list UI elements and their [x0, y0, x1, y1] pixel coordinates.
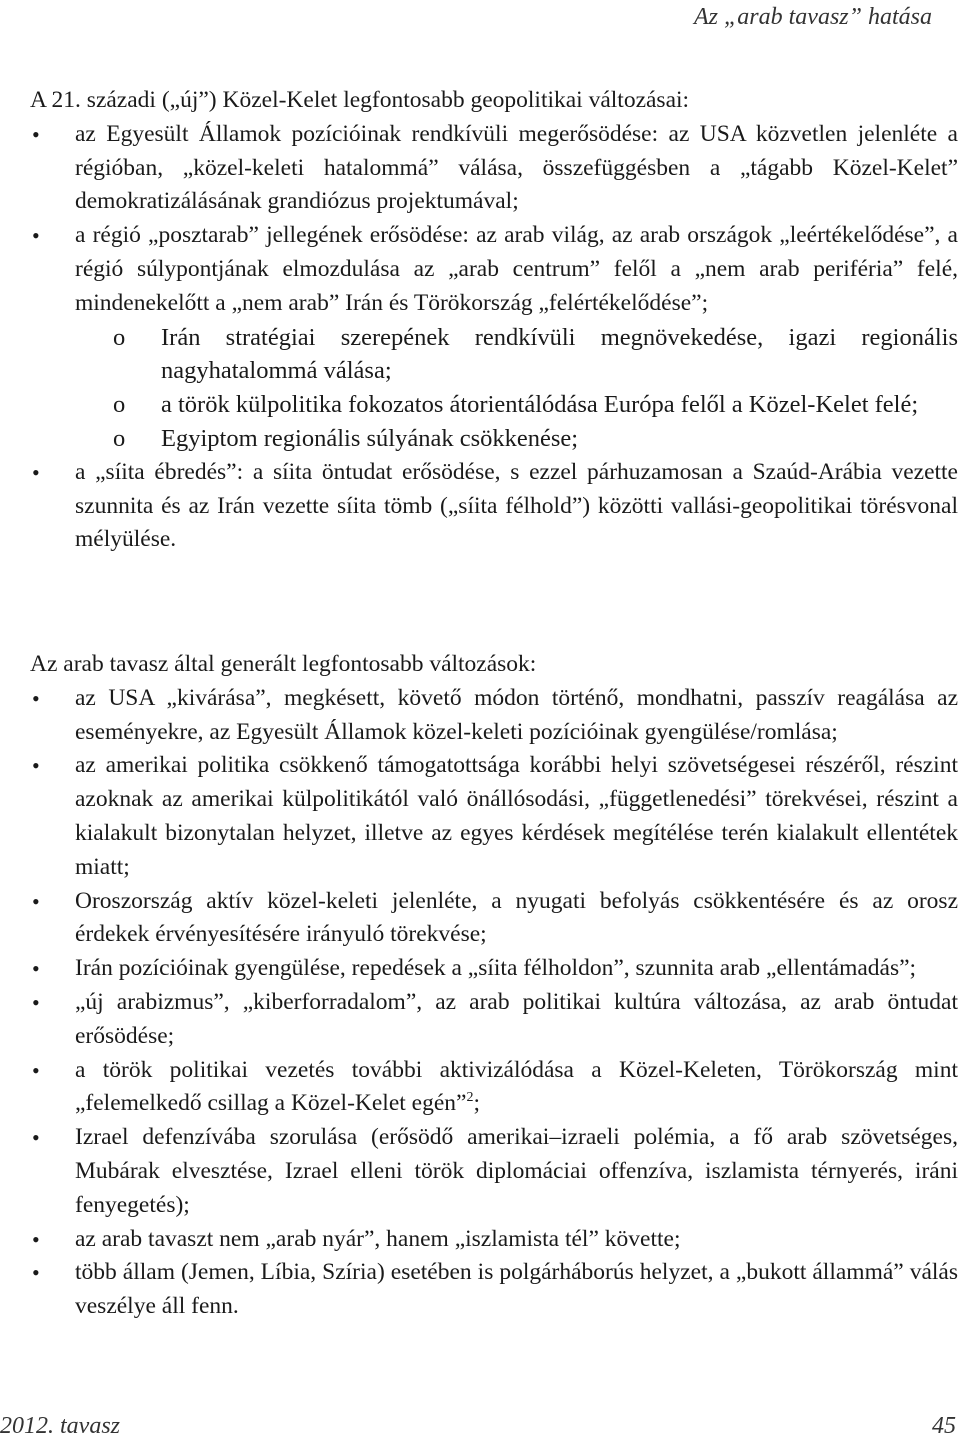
list-item: [30, 682, 958, 750]
list-item-text: Izrael defenzívába szorulása (erősödő amerikai–izraeli polémia, a fő arab szövetséges, Mubárak elvesztése, Izrael elleni török diplomáciai offenzíva, iszlamista térnyerés, iráni fenyegetés);: [75, 1124, 958, 1218]
sub-list-item: [75, 422, 958, 456]
list-item: [30, 219, 958, 456]
list-item-text: a régió „posztarab” jellegének erősödése: az arab világ, az arab országok „leértékelődése”, a régió súlypontjának elmozdulása az „arab centrum” felől a „nem arab periféria” felé, mindenekelőtt a „nem arab” Irán és Törökország „felértékelődése”;: [75, 222, 958, 316]
list-item-text: a „síita ébredés”: a síita öntudat erősödése, s ezzel párhuzamosan a Szaúd-Arábia vezette szunnita és az Irán vezette síita tömb („síita félhold”) közötti vallási-geopolitikai törésvonal mélyülése.: [75, 458, 958, 553]
list-item: [30, 952, 958, 986]
list-item-text: az amerikai politika csökkenő támogatottsága korábbi helyi szövetségesei részéről, részint azoknak az amerikai külpolitikától való önállósodási, „függetlenedési” törekvései, részint a kialakult bizonytalan helyzet, illetve az egyes kérdések megítélése terén kialakult ellentétek miatt;: [75, 752, 958, 880]
sub-list: [75, 321, 958, 456]
bullet-icon: •: [32, 223, 40, 249]
bullet-icon: •: [32, 989, 40, 1015]
bullet-list: [30, 682, 958, 1324]
bullet-icon: •: [32, 1057, 40, 1083]
list-item: [30, 118, 958, 219]
list-item-text: az arab tavaszt nem „arab nyár”, hanem „iszlamista tél” követte;: [75, 1225, 681, 1252]
circle-marker-icon: o: [113, 323, 126, 351]
list-item-text: az USA „kivárása”, megkésett, követő módon történő, mondhatni, passzív reagálása az eseményekre, az Egyesült Államok közel-keleti pozícióinak gyengülése/romlása;: [75, 684, 958, 745]
list-item: [30, 986, 958, 1054]
bullet-icon: •: [32, 753, 40, 779]
bullet-icon: •: [32, 1226, 40, 1252]
bullet-icon: •: [32, 459, 40, 485]
running-header: Az „arab tavasz” hatása: [693, 4, 932, 30]
list-item: [30, 885, 958, 953]
list-item: [30, 1054, 958, 1122]
bullet-icon: •: [32, 956, 40, 982]
list-item: [30, 456, 958, 557]
sub-list-item-text: a török külpolitika fokozatos átorientálódása Európa felől a Közel-Kelet felé;: [161, 391, 919, 419]
section-arab-spring-changes: [30, 648, 958, 1324]
section-geopolitical-changes: [30, 84, 958, 557]
list-item-text: több állam (Jemen, Líbia, Szíria) esetében is polgárháborús helyzet, a „bukott állammá” válás veszélye áll fenn.: [75, 1259, 958, 1320]
list-item-text: Irán pozícióinak gyengülése, repedések a „síita félholdon”, szunnita arab „ellentámadás”;: [75, 955, 917, 982]
list-item: [30, 749, 958, 884]
list-item-text: „új arabizmus”, „kiberforradalom”, az arab politikai kultúra változása, az arab öntudat erősödése;: [75, 988, 958, 1049]
list-item: [30, 1256, 958, 1324]
sub-list-item: [75, 388, 958, 422]
footnote-reference[interactable]: 2: [466, 1090, 474, 1106]
page-number: 45: [932, 1413, 956, 1439]
footer-issue: 2012. tavasz: [0, 1413, 120, 1439]
sub-list-item-text: Irán stratégiai szerepének rendkívüli megnövekedése, igazi regionális nagyhatalommá válása;: [161, 323, 958, 385]
sub-list-item: [75, 321, 958, 389]
bullet-icon: •: [32, 1260, 40, 1286]
bullet-icon: •: [32, 121, 40, 147]
list-item: [30, 1121, 958, 1222]
circle-marker-icon: o: [113, 424, 126, 452]
bullet-list: [30, 118, 958, 557]
bullet-icon: •: [32, 888, 40, 914]
list-item-text: az Egyesült Államok pozícióinak rendkívüli megerősödése: az USA közvetlen jelenléte a régióban, „közel-keleti hatalommá” válása, összefüggésben a „tágabb Közel-Kelet” demokratizálásának grandiózus projektumával;: [75, 120, 958, 215]
section-intro: A 21. századi („új”) Közel-Kelet legfontosabb geopolitikai változásai:: [30, 87, 690, 113]
sub-list-item-text: Egyiptom regionális súlyának csökkenése;: [161, 424, 579, 452]
list-item-text: a török politikai vezetés további aktivizálódása a Közel-Keleten, Törökország mint „felemelkedő csillag a Közel-Kelet egén”: [75, 1056, 958, 1117]
bullet-icon: •: [32, 1125, 40, 1151]
section-intro: Az arab tavasz által generált legfontosabb változások:: [30, 651, 537, 677]
list-item: [30, 1223, 958, 1257]
bullet-icon: •: [32, 685, 40, 711]
list-item-text: Oroszország aktív közel-keleti jelenléte, a nyugati befolyás csökkentésére és az orosz érdekek érvényesítésére irányuló törekvése;: [75, 887, 958, 948]
list-item-text-end: ;: [473, 1090, 480, 1117]
circle-marker-icon: o: [113, 391, 126, 419]
